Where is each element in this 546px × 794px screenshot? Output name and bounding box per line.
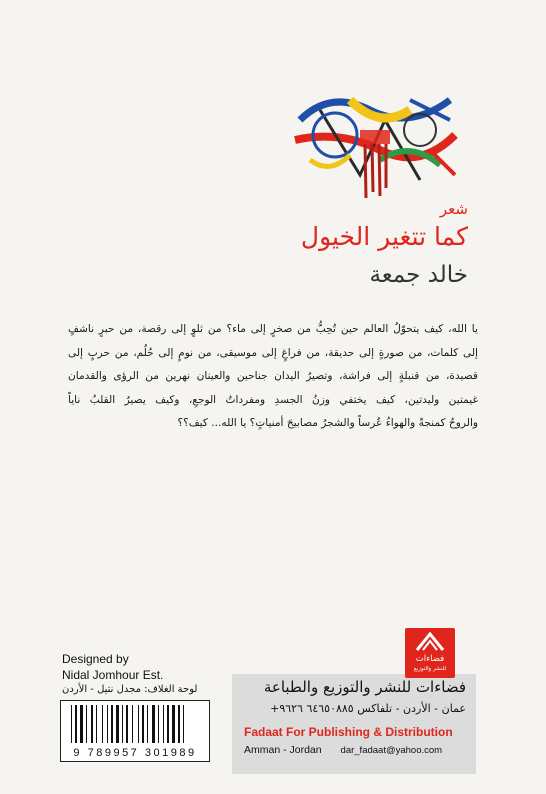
barcode-bar (132, 705, 133, 743)
barcode-bar (75, 705, 77, 743)
barcode-bar (163, 705, 164, 743)
publisher-name-english: Fadaat For Publishing & Distribution (244, 725, 453, 739)
barcode-bar (91, 705, 93, 743)
barcode-bars (69, 705, 201, 743)
barcode-bar (116, 705, 119, 743)
barcode-bar (122, 705, 123, 743)
barcode-bar (142, 705, 144, 743)
barcode (60, 700, 210, 762)
book-title: كما تتغير الخيول (300, 222, 468, 251)
barcode-bar (183, 705, 184, 743)
barcode-bar (107, 705, 108, 743)
publisher-address-arabic: عمان - الأردن - تلفاكس ٦٤٦٥٠٨٨٥ ٩٦٢٦+ (270, 702, 466, 715)
barcode-bar (152, 705, 155, 743)
barcode-bar (86, 705, 87, 743)
poem-line: غيمتين وليدتين، كيف يختفي وزنُ الجسدِ ومفرداتُ الوجعِ، وكيف يصيرُ القلبُ ناياً (68, 393, 478, 406)
genre-label: شعر (439, 200, 468, 218)
barcode-bar (96, 705, 97, 743)
publisher-email: dar_fadaat@yahoo.com (340, 745, 443, 756)
barcode-bar (167, 705, 169, 743)
publisher-address-english (244, 744, 442, 756)
poem-line: والروحُ كمنجةً والهواءُ عُرساً والشجرُ مصابيحَ أمنياتٍ؟ يا الله... كيف؟؟ (177, 417, 478, 429)
barcode-bar (102, 705, 103, 743)
poem-line: يا الله، كيف يتحوّلُ العالم حين تُحِبُّ من صخرٍ إلى ماء؟ من ثلوٍ إلى رقصة، من حبرٍ ناشفٍ (68, 323, 478, 335)
barcode-bar (178, 705, 180, 743)
publisher-name-arabic: فضاءات للنشر والتوزيع والطباعة (263, 678, 466, 696)
barcode-bar (80, 705, 83, 743)
publisher-logo-name: فضاءات (415, 654, 445, 664)
poem-excerpt (68, 318, 478, 436)
cover-art-credit: لوحة الغلاف: مجدل نتيل - الأردن (62, 684, 198, 695)
isbn-number: 9 789957 301989 (73, 747, 197, 759)
poem-line: إلى كلمات، من صورةٍ إلى حديقة، من فراغٍ إلى موسيقى، من نومٍ إلى حُلُم، من حربٍ إلى (68, 346, 478, 359)
publisher-logo-subtitle: للنشر والتوزيع (413, 666, 447, 672)
barcode-bar (111, 705, 113, 743)
designer-credit (62, 651, 163, 683)
publisher-logo-icon (405, 628, 455, 654)
publisher-info (232, 674, 476, 774)
barcode-bar (126, 705, 128, 743)
abstract-painting (290, 80, 460, 200)
barcode-bar (71, 705, 72, 743)
barcode-bar (138, 705, 139, 743)
designed-by-label: Designed by (62, 652, 129, 666)
barcode-bar (172, 705, 175, 743)
publisher-logo (405, 628, 455, 678)
poem-line: قصيدة، من قنبلةٍ إلى فراشة، وتصيرُ اليدان جناحين والعينان نهرين من الرؤى والقدمان (68, 370, 478, 382)
publisher-city: Amman - Jordan (244, 744, 322, 756)
barcode-bar (147, 705, 148, 743)
barcode-bar (158, 705, 159, 743)
author-name: خالد جمعة (369, 262, 468, 288)
designer-name: Nidal Jomhour Est. (62, 668, 164, 682)
